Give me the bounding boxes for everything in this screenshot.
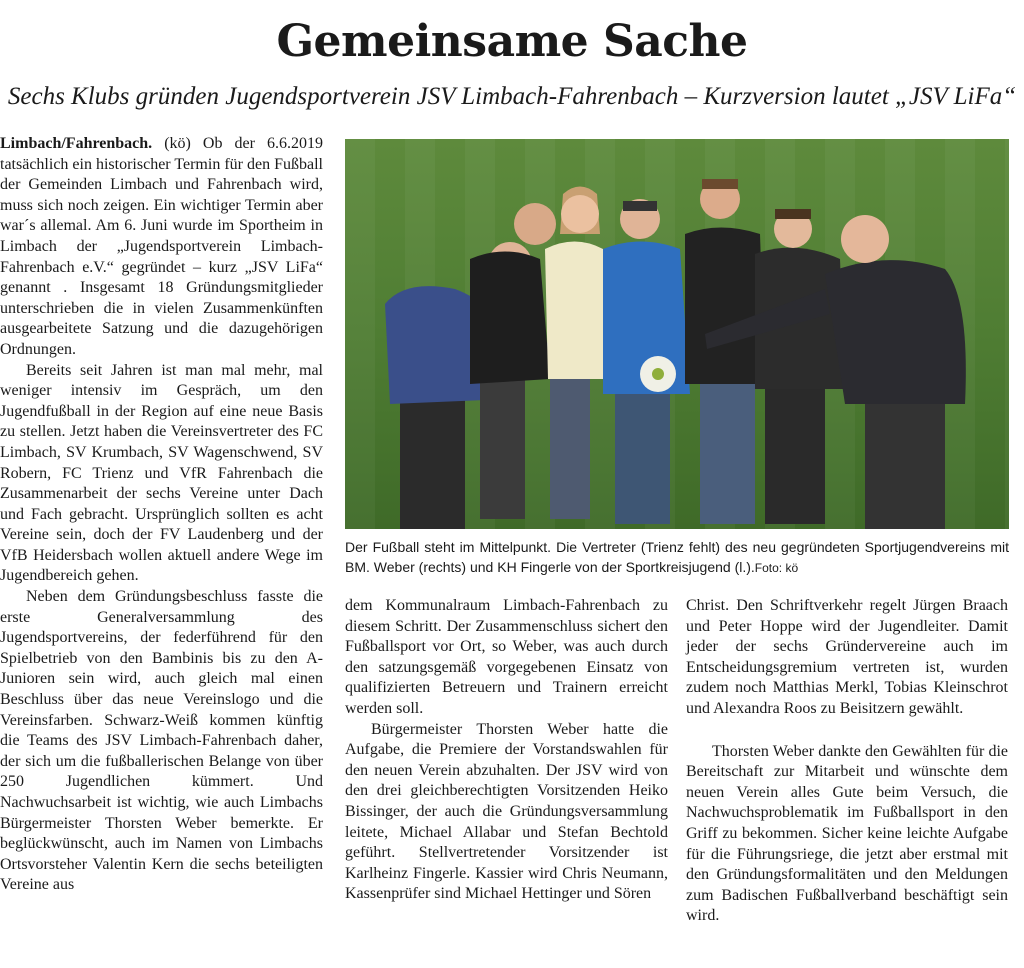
caption-text: Der Fußball steht im Mittelpunkt. Die Vertreter (Trienz fehlt) des neu gegründeten Sportjugendvereins mit BM. Weber (rechts) und KH Fingerle von der Sportkreisjugend (l.). bbox=[345, 539, 1009, 575]
headline: Gemeinsame Sache bbox=[276, 16, 748, 67]
paragraph-7: Thorsten Weber dankte den Gewählten für die Bereitschaft zur Mitarbeit und wünschte dem neuen Verein alles Gute beim Versuch, die Nachwuchsproblematik im Fußballsport in den Griff zu bekommen. Sicher keine leichte Aufgabe für die Führungsriege, die jetzt aber erstmal mit den Gründungsformalitäten und den Meldungen zum Badischen Fußballverband beschäftigt sein wird. bbox=[686, 742, 1008, 925]
photo-illustration bbox=[345, 139, 1009, 529]
dateline: Limbach/Fahrenbach. bbox=[0, 135, 153, 152]
paragraph-3: Neben dem Gründungsbeschluss fasste die erste Generalversammlung des Jugendsportvereins, der federführend für den Spielbetrieb von den Bambinis bis zu den A-Junioren sein wird, auch gleich mal einen Beschluss über das neue Vereinslogo und die Vereinsfarben. Schwarz-Weiß kommen künftig die Teams des JSV Limbach-Fahrenbach daher, der sich um die fußballerischen Belange von über 250 Jugendlichen kümmert. Und Nachwuchsarbeit ist wichtig, wie auch Limbachs Bürgermeister Thorsten Weber bemerkte. Er beglückwünscht, auch im Namen von Limbachs Ortsvorsteher Valentin Kern die sechs beteiligten Vereine aus bbox=[0, 588, 323, 894]
article-column-2 bbox=[345, 596, 668, 905]
paragraph-1 bbox=[0, 134, 323, 361]
paragraph-4: dem Kommunalraum Limbach-Fahrenbach zu diesem Schritt. Der Zusammenschluss sichert den Fußballsport vor Ort, so Weber, was auch durch den satzungsgemäß vorgegebenen Einsatz von qualifizierten Betreuern und Trainern erreicht werden soll. bbox=[345, 597, 668, 717]
subheadline: Sechs Klubs gründen Jugendsportverein JSV Limbach-Fahrenbach – Kurzversion lautet „JSV LiFa“ bbox=[7, 83, 1017, 110]
article-column-3 bbox=[686, 596, 1008, 927]
article-column-1 bbox=[0, 134, 323, 896]
paragraph-5: Bürgermeister Thorsten Weber hatte die Aufgabe, die Premiere der Vorstandswahlen für den neuen Verein abzuhalten. Der JSV wird von den drei gleichberechtigten Vorsitzenden Heiko Bissinger, der auch die Gründungsversammlung leitete, Michael Allabar und Stefan Bechtold geführt. Stellvertretender Vorsitzender ist Karlheinz Fingerle. Kassier wird Chris Neumann, Kassenprüfer sind Michael Hettinger und Sören bbox=[345, 720, 668, 903]
photo-caption bbox=[345, 537, 1009, 578]
football bbox=[640, 356, 676, 392]
group-photo bbox=[345, 139, 1009, 529]
photo-credit: Foto: kö bbox=[754, 561, 799, 575]
paragraph-6: Christ. Den Schriftverkehr regelt Jürgen Braach und Peter Hoppe wird der Jugendleiter. Damit jeder der sechs Gründervereine auch im Entscheidungsgremium vertreten ist, wurden zudem noch Matthias Merkl, Tobias Kleinschrot und Alexandra Roos zu Beisitzern gewählt. bbox=[686, 597, 1008, 717]
paragraph-gap bbox=[686, 720, 1008, 742]
paragraph-2: Bereits seit Jahren ist man mal mehr, mal weniger intensiv im Gespräch, um den Jugendfußball in der Region auf eine neue Basis zu stellen. Jetzt haben die Vereinsvertreter des FC Limbach, SV Krumbach, SV Wagenschwend, SV Robern, FC Trienz und VfR Fahrenbach die Zusammenarbeit der sechs Vereine unter Dach und Fach gebracht. Ursprünglich sollten es acht Vereine sein, doch der FV Laudenberg und der VfB Heidersbach wollen aktuell andere Wege im Jugendbereich gehen. bbox=[0, 361, 323, 585]
paragraph-1-text: (kö) Ob der 6.6.2019 tatsächlich ein historischer Termin für den Fußball der Gemeinden Limbach und Fahrenbach wird, muss sich noch zeigen. Ein wichtiger Termin aber war´s allemal. Am 6. Juni wurde im Sportheim in Limbach der „Jugendsportverein Limbach-Fahrenbach e.V.“ gegründet – kurz „JSV LiFa“ genannt . Insgesamt 18 Gründungsmitglieder unterschrieben die in vielen Zusammenkünften ausgearbeitete Satzung und die dazugehörigen Ordnungen. bbox=[0, 135, 323, 358]
